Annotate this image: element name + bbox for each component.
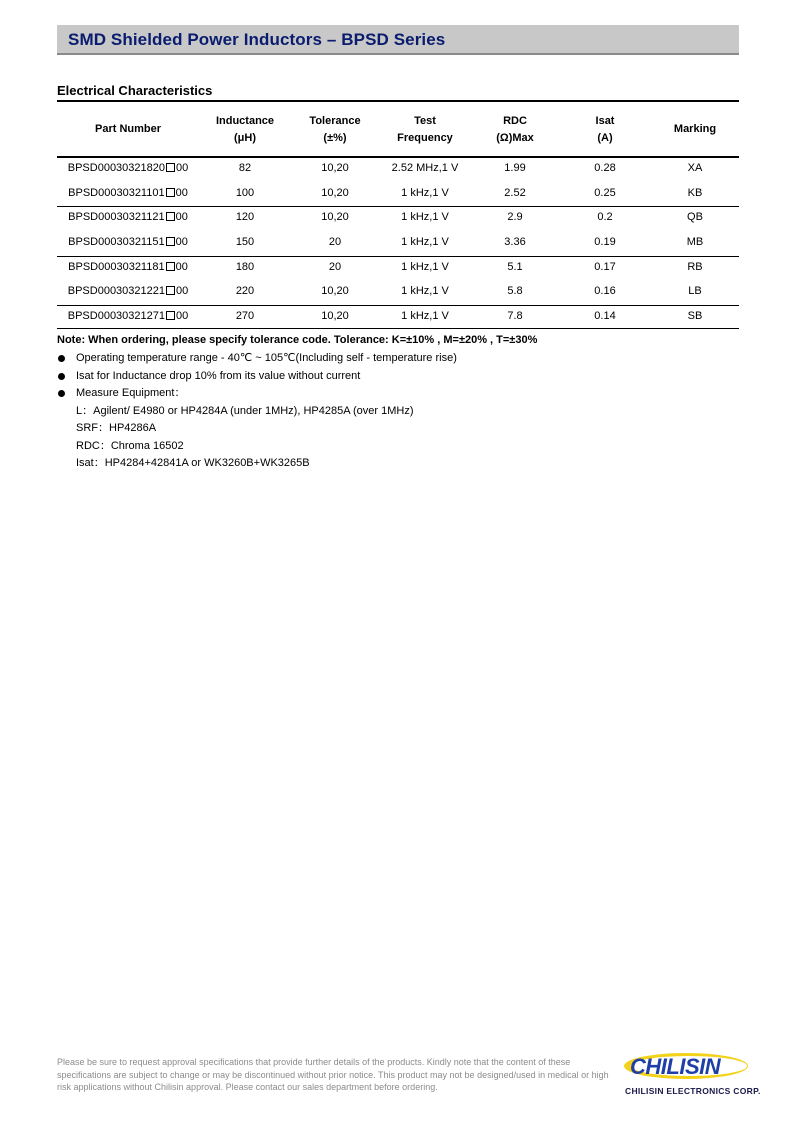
- cell-part-number: BPSD00030321820 00: [67, 162, 189, 175]
- cell-part-number: BPSD00030321151 00: [68, 236, 188, 249]
- cell-isat: 0.25: [594, 186, 616, 199]
- equipment-item: L：Agilent/ E4980 or HP4284A (under 1MHz), HP4285A (over 1MHz): [76, 404, 414, 417]
- bullet-icon: [58, 373, 65, 380]
- cell-marking: XA: [687, 162, 703, 175]
- cell-marking: QB: [687, 211, 703, 224]
- header-bar: [57, 25, 739, 55]
- logo-wordmark: CHILISIN: [630, 1054, 721, 1079]
- cell-isat: 0.2: [597, 211, 613, 224]
- header-rdc: RDC (Ω)Max: [496, 114, 534, 144]
- cell-rdc: 1.99: [504, 162, 526, 175]
- list-item: Measure Equipment：: [57, 385, 457, 403]
- cell-isat: 0.16: [594, 285, 616, 298]
- company-name: CHILISIN ELECTRONICS CORP.: [625, 1086, 761, 1096]
- cell-test-frequency: 2.52 MHz,1 V: [391, 162, 459, 175]
- header-isat: Isat (A): [595, 114, 615, 144]
- cell-tolerance: 10,20: [321, 162, 349, 175]
- cell-test-frequency: 1 kHz,1 V: [401, 186, 449, 199]
- cell-rdc: 5.8: [507, 285, 523, 298]
- cell-inductance: 120: [235, 211, 255, 224]
- cell-marking: MB: [686, 236, 704, 249]
- table-header-row: [57, 103, 739, 156]
- table-row: [57, 230, 739, 255]
- cell-inductance: 150: [235, 236, 255, 249]
- cell-inductance: 82: [238, 162, 252, 175]
- footer-disclaimer: Please be sure to request approval specifications that provide further details of the products. Kindly note that the content of these specifications are subject to change or may be discontinued without prior notice. This product may not be designed/used in medical or high risk applications without Chilisin approval. Please contact our sales department before ordering.: [57, 1057, 609, 1092]
- header-marking: Marking: [673, 123, 717, 135]
- table-row: [57, 304, 739, 329]
- equipment-item: RDC：Chroma 16502: [76, 439, 184, 452]
- tolerance-code-box-icon: [166, 262, 175, 271]
- cell-isat: 0.19: [594, 236, 616, 249]
- cell-rdc: 7.8: [507, 309, 523, 322]
- cell-rdc: 2.9: [507, 211, 523, 224]
- tolerance-code-box-icon: [166, 311, 175, 320]
- equipment-item: SRF：HP4286A: [76, 422, 157, 434]
- header-inductance: Inductance (μH): [215, 114, 275, 144]
- cell-inductance: 180: [235, 260, 255, 273]
- cell-part-number: BPSD00030321121 00: [68, 211, 188, 224]
- header-tolerance: Tolerance (±%): [309, 114, 361, 144]
- tolerance-code-box-icon: [166, 286, 175, 295]
- ordering-note: Note: When ordering, please specify tolerance code. Tolerance: K=±10% , M=±20% , T=±30%: [57, 334, 538, 346]
- cell-inductance: 270: [235, 309, 255, 322]
- table-row: [57, 156, 739, 181]
- tolerance-code-box-icon: [166, 188, 175, 197]
- tolerance-code-box-icon: [166, 163, 175, 172]
- cell-isat: 0.14: [594, 309, 616, 322]
- cell-isat: 0.17: [594, 260, 616, 273]
- header-part-number: Part Number: [94, 123, 162, 135]
- cell-test-frequency: 1 kHz,1 V: [401, 285, 449, 298]
- cell-tolerance: 10,20: [321, 309, 349, 322]
- electrical-characteristics-table: [57, 103, 739, 328]
- notes-list: [57, 350, 457, 473]
- cell-marking: LB: [688, 285, 702, 298]
- cell-tolerance: 10,20: [321, 186, 349, 199]
- cell-part-number: BPSD00030321181 00: [68, 260, 188, 273]
- cell-rdc: 5.1: [507, 260, 523, 273]
- cell-test-frequency: 1 kHz,1 V: [401, 309, 449, 322]
- section-title: Electrical Characteristics: [57, 83, 213, 98]
- cell-tolerance: 10,20: [321, 211, 349, 224]
- table-row: [57, 205, 739, 230]
- table-row: [57, 181, 739, 206]
- header-test-frequency: Test Frequency: [397, 114, 453, 144]
- list-item: Isat for Inductance drop 10% from its value without current: [57, 368, 457, 386]
- cell-inductance: 100: [235, 186, 255, 199]
- bullet-icon: [58, 390, 65, 397]
- cell-test-frequency: 1 kHz,1 V: [401, 260, 449, 273]
- cell-test-frequency: 1 kHz,1 V: [401, 211, 449, 224]
- cell-part-number: BPSD00030321271 00: [67, 309, 189, 322]
- tolerance-code-box-icon: [166, 212, 175, 221]
- list-item: Operating temperature range - 40℃ ~ 105℃(Including self - temperature rise): [57, 350, 457, 368]
- cell-rdc: 2.52: [504, 186, 526, 199]
- equipment-item: Isat：HP4284+42841A or WK3260B+WK3265B: [76, 457, 310, 469]
- table-row: [57, 254, 739, 279]
- cell-tolerance: 10,20: [321, 285, 349, 298]
- cell-marking: SB: [687, 309, 703, 322]
- cell-marking: KB: [687, 186, 703, 199]
- cell-part-number: BPSD00030321221 00: [67, 285, 189, 298]
- cell-test-frequency: 1 kHz,1 V: [401, 236, 449, 249]
- cell-inductance: 220: [235, 285, 255, 298]
- tolerance-code-box-icon: [166, 237, 175, 246]
- document-title: SMD Shielded Power Inductors – BPSD Series: [68, 30, 446, 49]
- table-row: [57, 279, 739, 304]
- table-top-rule: [57, 100, 739, 102]
- cell-part-number: BPSD00030321101 00: [68, 186, 188, 199]
- cell-tolerance: 20: [328, 260, 342, 273]
- cell-isat: 0.28: [594, 162, 616, 175]
- cell-marking: RB: [687, 260, 703, 273]
- cell-rdc: 3.36: [504, 236, 526, 249]
- bullet-icon: [58, 355, 65, 362]
- cell-tolerance: 20: [328, 236, 342, 249]
